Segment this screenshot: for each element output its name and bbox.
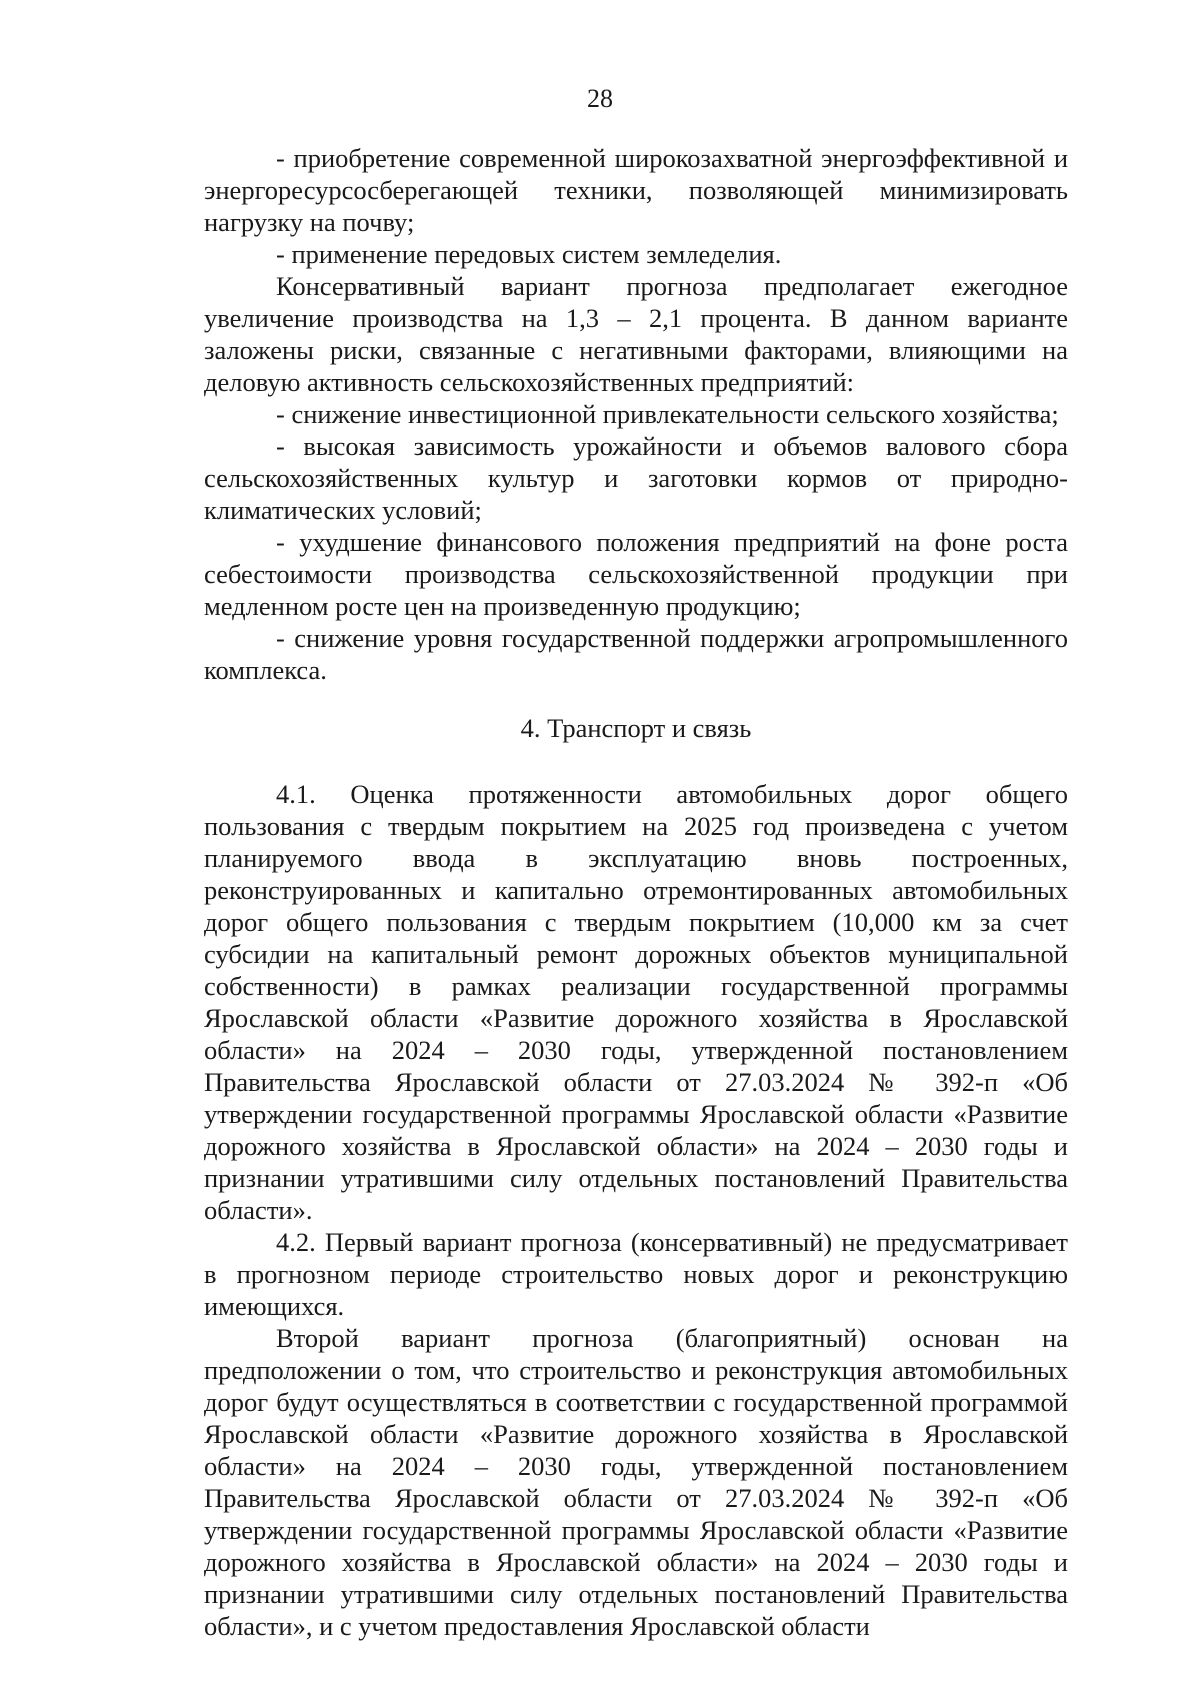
paragraph: - снижение инвестиционной привлекательности сельского хозяйства; xyxy=(276,399,1059,429)
paragraph: 4.1. Оценка протяженности автомобильных дорог общего пользования с твердым покрытием на 2025 год произведена с учетом планируемого ввода в эксплуатацию вновь построенных, реконструированных и капитально отремонтированных автомобильных дорог общего пользования с твердым покрытием (10,000 км за счет субсидии на капитальный ремонт дорожных объектов муниципальной собственности) в рамках реализации государственной программы Ярославской области «Развитие дорожного хозяйства в Ярославской области» на 2024 – 2030 годы, утвержденной постановлением Правительства Ярославской области от 27.03.2024 № 392-п «Об утверждении государственной программы Ярославской области «Развитие дорожного хозяйства в Ярославской области» на 2024 – 2030 годы и признании утратившими силу отдельных постановлений Правительства области». xyxy=(204,779,1068,1225)
paragraph: Консервативный вариант прогноза предполагает ежегодное увеличение производства на 1,3 – 2,1 процента. В данном варианте заложены риски, связанные с негативными факторами, влияющими на деловую активность сельскохозяйственных предприятий: xyxy=(204,271,1068,397)
section-heading: 4. Транспорт и связь xyxy=(520,713,752,743)
page-body xyxy=(204,142,1068,1642)
paragraph: - приобретение современной широкозахватной энергоэффективной и энергоресурсосберегающей техники, позволяющей минимизировать нагрузку на почву; xyxy=(204,143,1068,237)
paragraph: 4.2. Первый вариант прогноза (консервативный) не предусматривает в прогнозном периоде строительство новых дорог и реконструкцию имеющихся. xyxy=(204,1227,1068,1321)
page-number: 28 xyxy=(587,84,613,113)
paragraph: - высокая зависимость урожайности и объемов валового сбора сельскохозяйственных культур и заготовки кормов от природно-климатических условий; xyxy=(204,431,1068,525)
paragraph: - применение передовых систем земледелия. xyxy=(276,239,782,269)
paragraph: Второй вариант прогноза (благоприятный) основан на предположении о том, что строительство и реконструкция автомобильных дорог будут осуществляться в соответствии с государственной программой Ярославской области «Развитие дорожного хозяйства в Ярославской области» на 2024 – 2030 годы, утвержденной постановлением Правительства Ярославской области от 27.03.2024 № 392-п «Об утверждении государственной программы Ярославской области «Развитие дорожного хозяйства в Ярославской области» на 2024 – 2030 годы и признании утратившими силу отдельных постановлений Правительства области», и с учетом предоставления Ярославской области xyxy=(204,1323,1068,1641)
paragraph: - ухудшение финансового положения предприятий на фоне роста себестоимости производства сельскохозяйственной продукции при медленном росте цен на произведенную продукцию; xyxy=(204,527,1068,621)
paragraph: - снижение уровня государственной поддержки агропромышленного комплекса. xyxy=(204,623,1068,685)
